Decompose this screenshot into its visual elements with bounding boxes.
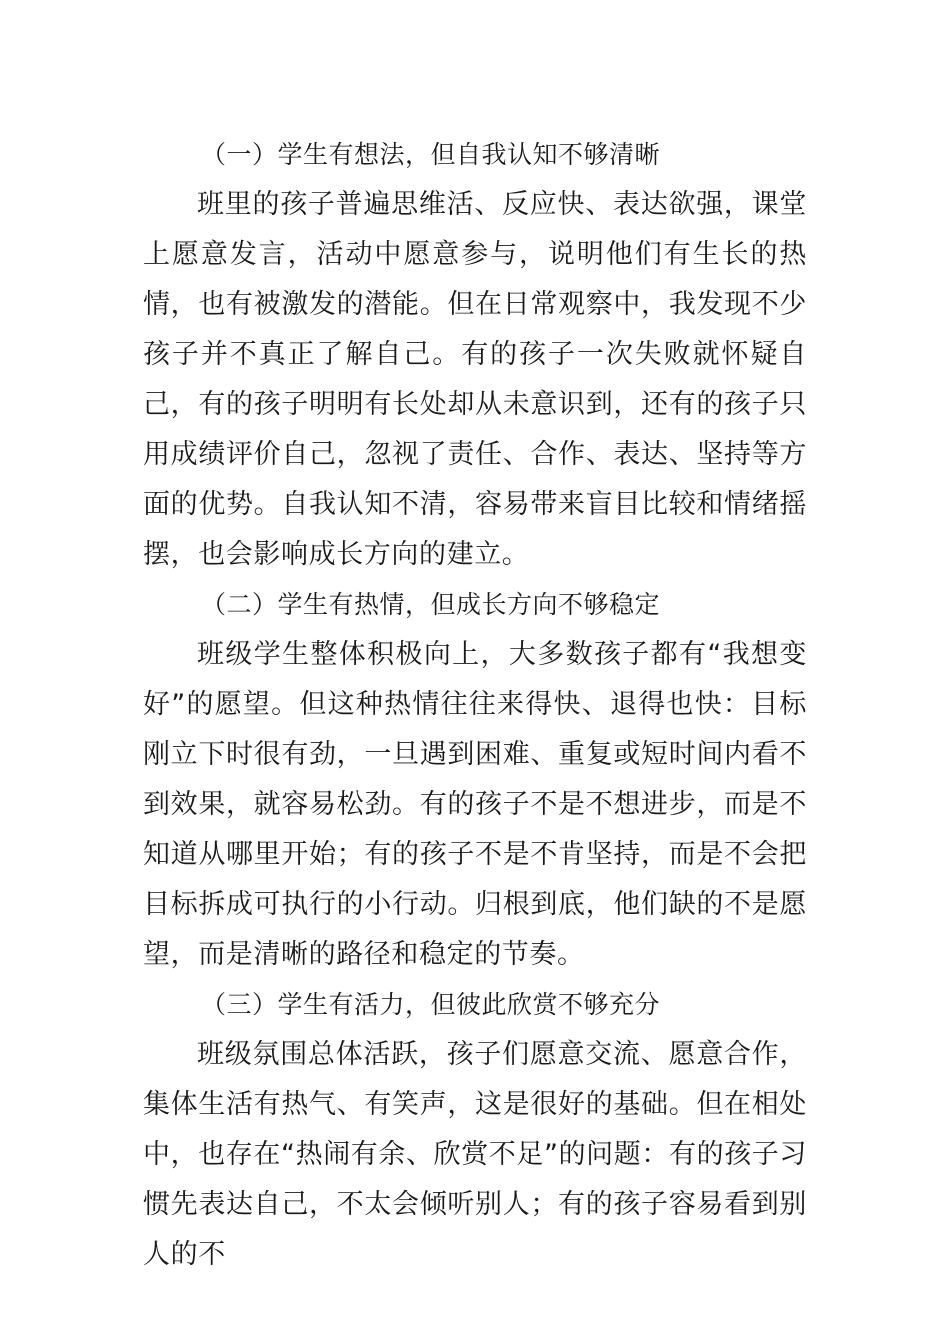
section-1-paragraph: 班里的孩子普遍思维活、反应快、表达欲强，课堂上愿意发言，活动中愿意参与，说明他们有生长的热情，也有被激发的潜能。但在日常观察中，我发现不少孩子并不真正了解自己。有的孩子一次失败就怀疑自己，有的孩子明明有长处却从未意识到，还有的孩子只用成绩评价自己，忽视了责任、合作、表达、坚持等方面的优势。自我认知不清，容易带来盲目比较和情绪摇摆，也会影响成长方向的建立。 (143, 189, 807, 570)
section-2-heading: （二）学生有热情，但成长方向不够稳定 (201, 590, 661, 619)
section-1-heading: （一）学生有想法，但自我认知不够清晰 (201, 140, 661, 169)
section-3-paragraph: 班级氛围总体活跃，孩子们愿意交流、愿意合作，集体生活有热气、有笑声，这是很好的基础。但在相处中，也存在“热闹有余、欣赏不足”的问题：有的孩子习惯先表达自己，不太会倾听别人；有的孩子容易看到别人的不 (143, 1039, 807, 1270)
section-2-paragraph: 班级学生整体积极向上，大多数孩子都有“我想变好”的愿望。但这种热情往往来得快、退得也快：目标刚立下时很有劲，一旦遇到困难、重复或短时间内看不到效果，就容易松劲。有的孩子不是不想进步，而是不知道从哪里开始；有的孩子不是不肯坚持，而是不会把目标拆成可执行的小行动。归根到底，他们缺的不是愿望，而是清晰的路径和稳定的节奏。 (143, 639, 807, 970)
document-body (143, 130, 807, 1280)
section-3-heading: （三）学生有活力，但彼此欣赏不够充分 (201, 990, 661, 1019)
